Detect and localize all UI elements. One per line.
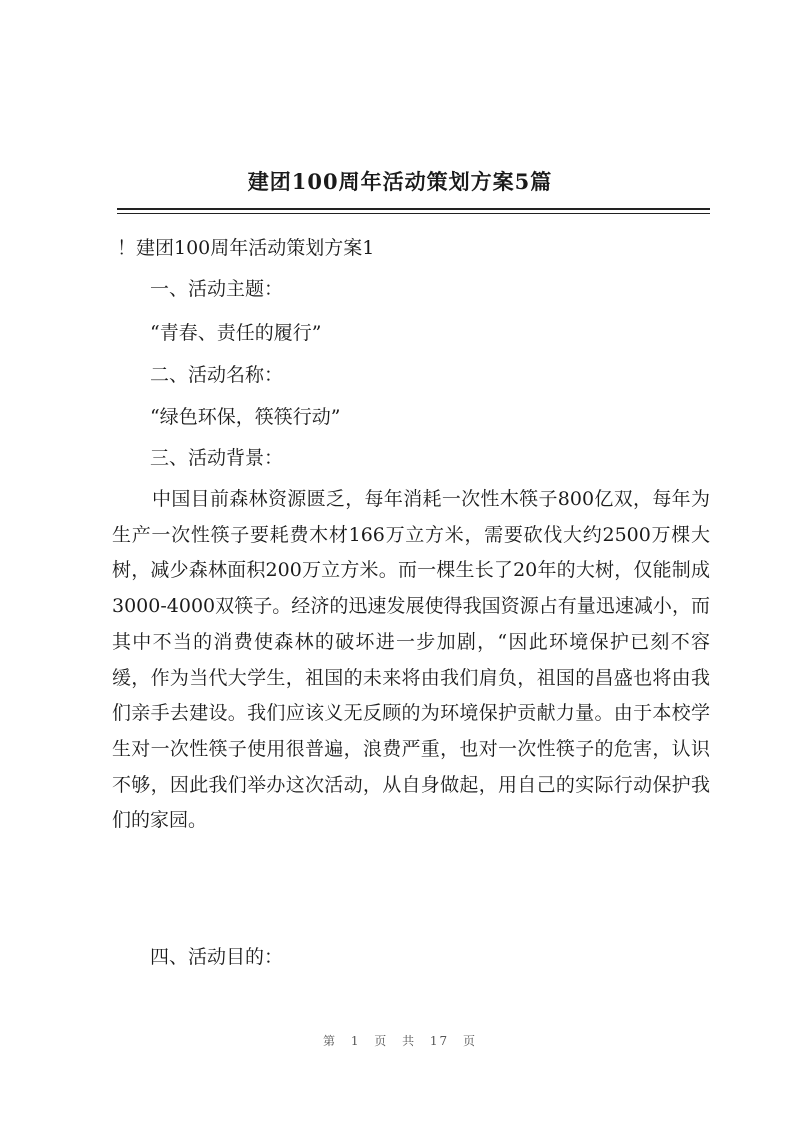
- plan-subtitle: ！建团100周年活动策划方案1: [117, 237, 375, 259]
- section-text-name: “绿色环保，筷筷行动”: [150, 406, 341, 428]
- background-paragraph: 中国目前森林资源匮乏，每年消耗一次性木筷子800亿双，每年为生产一次性筷子要耗费木材166万立方米，需要砍伐大约2500万棵大树，减少森林面积200万立方米。而一棵生长了20年的大树，仅能制成3000-4000双筷子。经济的迅速发展使得我国资源占有量迅速减小，而其中不当的消费使森林的破坏进一步加剧，“因此环境保护已刻不容缓，作为当代大学生，祖国的未来将由我们肩负，祖国的昌盛也将由我们亲手去建设。我们应该义无反顾的为环境保护贡献力量。由于本校学生对一次性筷子使用很普遍，浪费严重，也对一次性筷子的危害，认识不够，因此我们举办这次活动，从自身做起，用自己的实际行动保护我们的家园。: [112, 488, 710, 832]
- document-title: 建团100周年活动策划方案5篇: [247, 169, 553, 194]
- title-divider-thin: [117, 213, 710, 214]
- page-footer: 第 1 页 共 17 页: [323, 1034, 477, 1048]
- section-heading-purpose: 四、活动目的：: [150, 946, 284, 968]
- section-heading-theme: 一、活动主题：: [150, 278, 284, 300]
- title-divider: [117, 208, 710, 210]
- section-heading-name: 二、活动名称：: [150, 364, 284, 386]
- section-text-theme: “青春、责任的履行”: [150, 322, 322, 344]
- section-heading-background: 三、活动背景：: [150, 447, 284, 469]
